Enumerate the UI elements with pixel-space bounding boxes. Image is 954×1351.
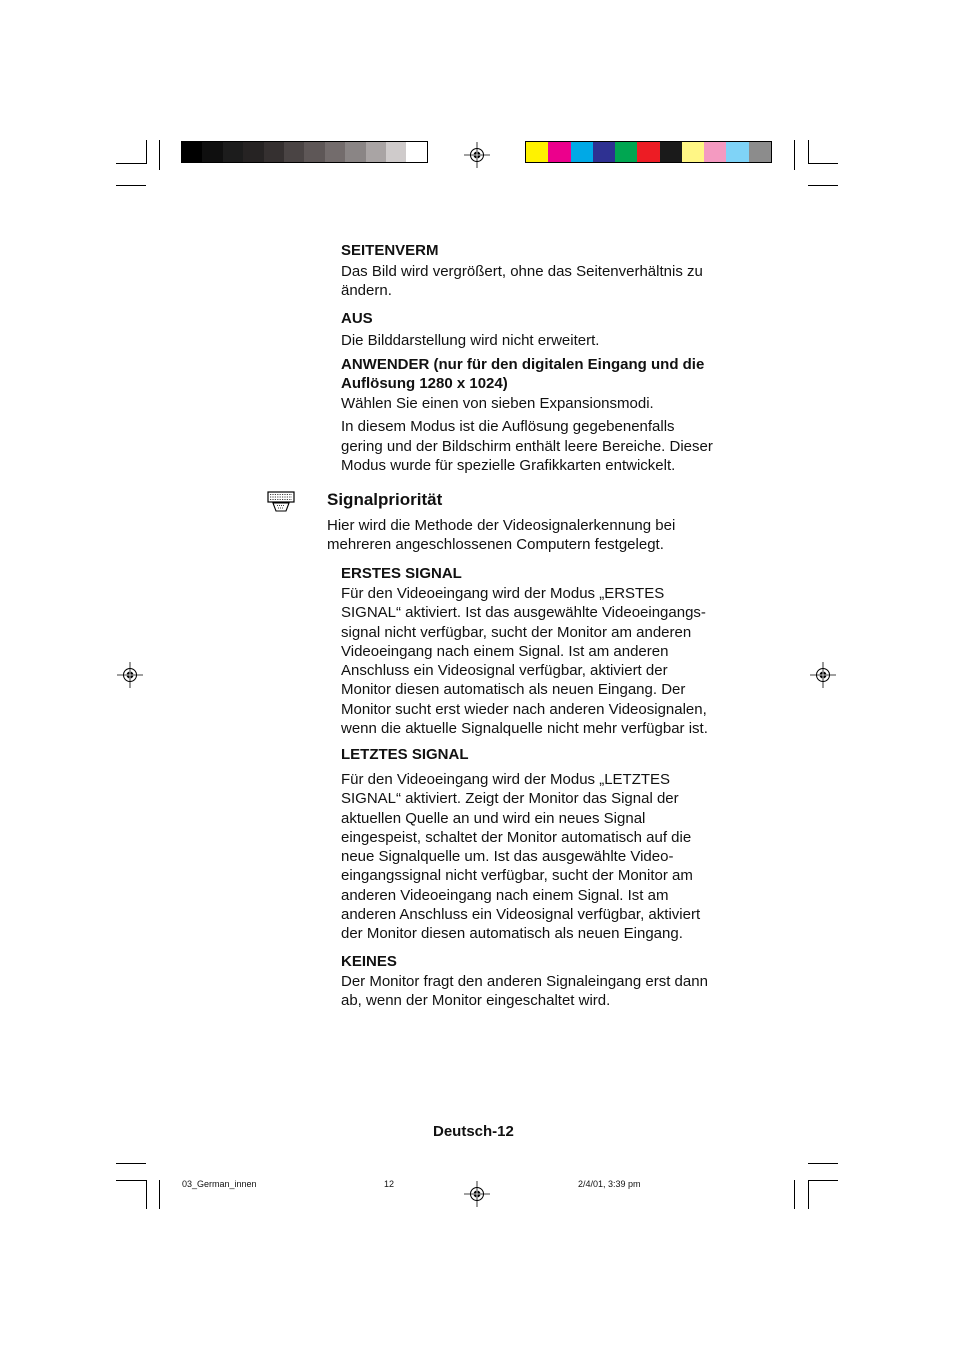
text-line: Wählen Sie einen von sieben Expansionsmodi. [341,395,654,412]
color-swatch [726,142,748,162]
crop-mark [116,185,146,186]
crop-mark [146,140,147,164]
registration-mark-icon [117,662,143,688]
registration-mark-icon [810,662,836,688]
crop-mark [808,140,809,164]
text-line: signal nicht verfügbar, sucht der Monitor am anderen [341,623,692,641]
color-swatch [386,142,406,162]
crop-mark [808,185,838,186]
text-line: Der Monitor fragt den anderen Signaleingang erst dann [341,973,708,990]
crop-mark [159,1180,160,1209]
section-heading: AUS [341,310,373,327]
text-line: Monitor diesen automatisch als neuen Eingang. Der [341,681,686,699]
crop-mark [808,1180,838,1181]
section-title: Signalpriorität [327,490,443,509]
section-heading: ANWENDER (nur für den digitalen Eingang und die [341,356,705,373]
section-anwender [341,355,751,475]
section-aus [341,309,751,350]
crop-mark [146,1180,147,1209]
registration-mark-icon [464,142,490,168]
crop-mark [808,1163,838,1164]
color-swatch [284,142,304,162]
crop-mark [116,1163,146,1164]
text-line: Das Bild wird vergrößert, ohne das Seitenverhältnis zu [341,263,703,280]
section-letztes-signal [341,745,751,944]
section-heading: LETZTES SIGNAL [341,746,469,763]
text-line: Für den Videoeingang wird der Modus „LETZTES [341,771,671,788]
text-line: Für den Videoeingang wird der Modus „ERSTES [341,585,665,602]
crop-mark [808,163,838,164]
text-line: Videoeingang nach einem Signal. Ist am anderen [341,642,669,660]
color-swatch [593,142,615,162]
text-line: Monitor sucht erst wieder nach anderen Videosignalen, [341,700,707,718]
registration-mark-icon [464,1181,490,1207]
color-swatch [526,142,548,162]
color-swatch [264,142,284,162]
text-line: SIGNAL“ aktiviert. Zeigt der Monitor das Signal der [341,790,679,808]
text-line: eingangssignal nicht verfügbar, sucht der Monitor am [341,867,693,885]
text-line: SIGNAL“ aktiviert. Ist das ausgewählte Videoeingangs- [341,604,706,622]
text-line: wenn die aktuelle Signalquelle nicht mehr verfügbar ist. [341,720,708,738]
text-line: Anschluss ein Videosignal verfügbar, aktiviert der [341,662,668,680]
crop-mark [116,1180,146,1181]
signal-priority-section [327,490,757,555]
crop-mark [159,140,160,170]
section-erstes-signal [341,564,751,738]
color-swatch [325,142,345,162]
color-swatch [704,142,726,162]
color-swatch [637,142,659,162]
color-swatch [243,142,263,162]
section-keines [341,952,751,1011]
color-swatch [223,142,243,162]
crop-mark [794,140,795,170]
text-line: aktuellen Quelle an und wird ein neues Signal [341,809,646,827]
gray-scale-bar [181,141,428,163]
crop-mark [808,1180,809,1209]
crop-mark [794,1180,795,1209]
color-swatch [749,142,771,162]
text-line: anderen Videoeingang nach einem Signal. Ist am [341,886,669,904]
section-heading: SEITENVERM [341,242,439,259]
monitor-connector-icon [267,491,295,513]
color-swatch [682,142,704,162]
slug-page-number: 12 [384,1179,395,1189]
text-line: Modus wurde für spezielle Grafikkarten entwickelt. [341,456,676,474]
slug-date: 2/4/01, 3:39 pm [578,1179,641,1189]
text-line: ändern. [341,282,392,300]
page-number: Deutsch-12 [433,1123,514,1140]
section-heading: KEINES [341,953,397,970]
text-line: Hier wird die Methode der Videosignalerkennung bei [327,517,676,534]
color-swatch [406,142,426,162]
color-swatch [182,142,202,162]
text-line: In diesem Modus ist die Auflösung gegebenenfalls [341,418,675,436]
color-swatch [366,142,386,162]
text-line: neue Signalquelle um. Ist das ausgewählte Video- [341,848,674,866]
text-line: der Monitor diesen automatisch als neuen Eingang. [341,925,683,943]
section-seitenverm [341,241,751,301]
section-heading: ERSTES SIGNAL [341,565,462,582]
text-line: eingespeist, schaltet der Monitor automatisch auf die [341,828,692,846]
text-line: ab, wenn der Monitor eingeschaltet wird. [341,992,611,1010]
text-line: anderen Anschluss ein Videosignal verfügbar, aktiviert [341,906,701,924]
text-line: mehreren angeschlossenen Computern festgelegt. [327,536,664,554]
color-swatch [304,142,324,162]
color-bar [525,141,772,163]
section-heading: Auflösung 1280 x 1024) [341,375,508,392]
color-swatch [660,142,682,162]
color-swatch [615,142,637,162]
slug-file-name: 03_German_innen [182,1179,257,1189]
color-swatch [345,142,365,162]
color-swatch [202,142,222,162]
crop-mark [116,163,146,164]
text-line: Die Bilddarstellung wird nicht erweitert. [341,332,600,349]
color-swatch [548,142,570,162]
color-swatch [571,142,593,162]
text-line: gering und der Bildschirm enthält leere Bereiche. Dieser [341,437,713,455]
